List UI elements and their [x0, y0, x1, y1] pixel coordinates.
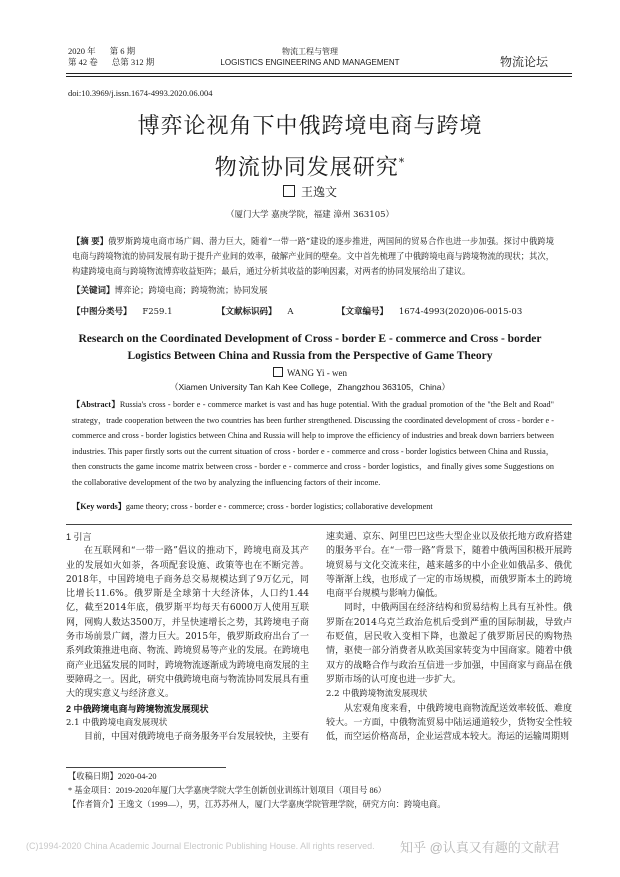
header-total: 总第 312 期: [111, 57, 155, 67]
clc-label: 【中图分类号】: [72, 307, 132, 317]
author-en: [0, 367, 620, 378]
section-1-heading: 1 引言: [66, 532, 92, 542]
section-1-paragraph: 在互联网和“一带一路”倡议的推动下，跨境电商及其产业的发展如火如荼，各项配套设施、政策等也在不断完善。2018年，中国跨境电子商务总交易规模达到了9万亿元，同比增长11.6%。俄罗斯是全球第十大经济体，人口约1.44亿，截至2014年底，俄罗斯平均每天有6000万人使用互联网，网购人数达3500万，并呈快速增长之势，其跨境电子商务市场前景广阔，潜力巨大。2015年，俄罗斯政府出台了一系列政策推进电商、物流、跨境贸易等产业的发展。在跨境电商产业迅猛发展的同时，跨境物流逐渐成为跨境电商发展的主要障碍之一。因此，研究中俄跨境电商与物流协同发展具有重大的现实意义与经济意义。: [66, 546, 310, 700]
body-right-column: [326, 530, 572, 744]
doc-code-label: 【文献标识码】: [217, 307, 277, 317]
section-2-2-heading: 2.2 中俄跨境物流发展现状: [326, 689, 428, 700]
abstract-cn-text: 俄罗斯跨境电商市场广阔、潜力巨大，随着“一带一路”建设的逐步推进，两国间的贸易合作也进一步加强。探讨中俄跨境电商与跨境物流的协同发展有助于提升产业间的效率，破解产业间的壁垒。文中首先梳理了中俄跨境电商与跨境物流的现状；其次，构建跨境电商与跨境物流博弈收益矩阵；最后，通过分析其收益的影响因素，对两者的协同发展给出了建议。: [72, 236, 554, 276]
affiliation-cn: （厦门大学 嘉庚学院，福建 漳州 363105）: [225, 210, 395, 220]
keywords-cn-text: 博弈论；跨境电商；跨境物流；协同发展: [114, 286, 268, 296]
title-footnote-mark: *: [398, 156, 406, 169]
footnote-received: 【收稿日期】2020-04-20: [68, 772, 157, 781]
section-2-2-paragraph: 从宏观角度来看，中俄跨境电商物流配送效率较低、难度较大。一方面，中俄物流贸易中陆运通道较少，货物安全性较低，而空运价格高昂，企业运营成本较大。海运的运输周期则: [326, 703, 572, 743]
header-issue-info: [68, 46, 168, 68]
journal-name-en: LOGISTICS ENGINEERING AND MANAGEMENT: [220, 58, 400, 67]
abstract-en-text: Russia's cross - border e - commerce market is vast and has huge potential. With the gradual promotion of the "the Belt and Road" strategy，trade cooperation between the two countries has been further strengthened. Discussing the coordinated development of cross - border e - commerce and cross - border logistics between China and Russia will help to improve the efficiency of industries and break down barriers between industries. This paper firstly sorts out the current situation of cross - border e - commerce and cross - border logistics between China and Russia，then constructs the game income matrix between cross - border e - commerce and cross - border logistics，and finally gives some Suggestions on the collaborative development of the two by analyzing the influencing factors of their income.: [72, 400, 554, 487]
footnote-author: 【作者简介】王逸文（1999—），男，江苏苏州人，厦门大学嘉庚学院管理学院，研究方向：跨境电商。: [68, 800, 446, 809]
abstract-en: [72, 397, 554, 491]
section-2-1-paragraph-2: 同时，中俄两国在经济结构和贸易结构上具有互补性。俄罗斯在2014乌克兰政治危机后受到严重的国际制裁，导致卢布贬值，居民收入变相下降，也激起了俄罗斯居民的购物热情，驱使一部分消费者从欧美国家转变为中国商家。随着中俄双方的战略合作与政治互信进一步加强，中国商家与商品在俄罗斯市场的认可度也进一步扩大。: [326, 603, 572, 685]
section-2-1-paragraph-cont: 速卖通、京东、阿里巴巴这些大型企业以及依托地方政府搭建的服务平台。在“一带一路”背景下，随着中俄两国积极开展跨境贸易与文化交流来往，越来越多的中小企业如俄品多、俄优等渐渐上线，也形成了一定的市场规模，而俄罗斯本土的跨境电商平台规模与影响力偏低。: [326, 532, 572, 600]
section-2-1-paragraph-start: 目前，中国对俄跨境电子商务服务平台发展较快，主要有: [84, 732, 309, 743]
footnotes: [68, 770, 568, 812]
doi: doi:10.3969/j.issn.1674-4993.2020.06.004: [68, 88, 213, 98]
article-number-value: 1674-4993(2020)06-0015-03: [398, 307, 523, 317]
title-en-line-1: Research on the Coordinated Development of Cross - border E - commerce and Cross - border: [78, 333, 542, 345]
section-separator: [66, 524, 572, 525]
zhihu-overlay-mark: 知乎 @认真又有趣的文献君: [400, 840, 560, 855]
title-line-2-text: 物流协同发展研究: [214, 155, 399, 181]
header-journal: [180, 46, 440, 68]
keywords-cn-label: 【关键词】: [72, 285, 115, 295]
keywords-en: [72, 501, 433, 512]
title-en-line-2: Logistics Between China and Russia from the Perspective of Game Theory: [127, 350, 493, 362]
affiliation-en: （Xiamen University Tan Kah Kee College，Zhangzhou 363105，China）: [169, 382, 451, 392]
author-box-icon: [283, 185, 295, 197]
header-volume: 第 42 卷: [68, 57, 98, 67]
author-en-name: WANG Yi - wen: [287, 368, 347, 378]
title-line-1: 博弈论视角下中俄跨境电商与跨境: [137, 114, 483, 139]
author-cn: [0, 183, 620, 200]
doc-code: [217, 305, 293, 317]
footnote-fund: * 基金项目：2019-2020年厦门大学嘉庚学院大学生创新创业训练计划项目（项目号 86）: [68, 786, 387, 795]
author-en-box-icon: [273, 367, 283, 377]
keywords-cn: [72, 284, 268, 296]
column-name: 物流论坛: [500, 55, 549, 69]
header-year: 2020 年: [68, 46, 96, 56]
doc-code-value: A: [287, 307, 294, 317]
keywords-en-label: 【Key words】: [72, 502, 126, 511]
article-number: [337, 305, 522, 317]
title-en: [60, 331, 560, 365]
clc-value: F259.1: [142, 307, 173, 317]
keywords-en-text: game theory; cross - border e - commerce; cross - border logistics; collaborative development: [125, 502, 433, 511]
section-2-1-heading: 2.1 中俄跨境电商发展现状: [66, 717, 168, 728]
body-left-column: [66, 530, 309, 744]
journal-name-cn: 物流工程与管理: [282, 47, 338, 56]
clc: [72, 305, 173, 317]
header-rule-thin: [66, 76, 572, 77]
header-issue: 第 6 期: [109, 46, 136, 56]
article-number-label: 【文章编号】: [337, 307, 389, 317]
abstract-en-label: 【Abstract】: [72, 400, 120, 409]
header-rule: [66, 73, 572, 74]
footnote-rule: [66, 767, 226, 768]
abstract-cn-label: 【摘 要】: [72, 236, 109, 246]
section-2-heading: 2 中俄跨境电商与跨境物流发展现状: [66, 703, 209, 714]
abstract-cn: [72, 234, 554, 279]
copyright-watermark: (C)1994-2020 China Academic Journal Electronic Publishing House. All rights reserved.: [26, 841, 375, 851]
author-cn-name: 王逸文: [300, 185, 337, 199]
title-line-2: [60, 145, 560, 186]
